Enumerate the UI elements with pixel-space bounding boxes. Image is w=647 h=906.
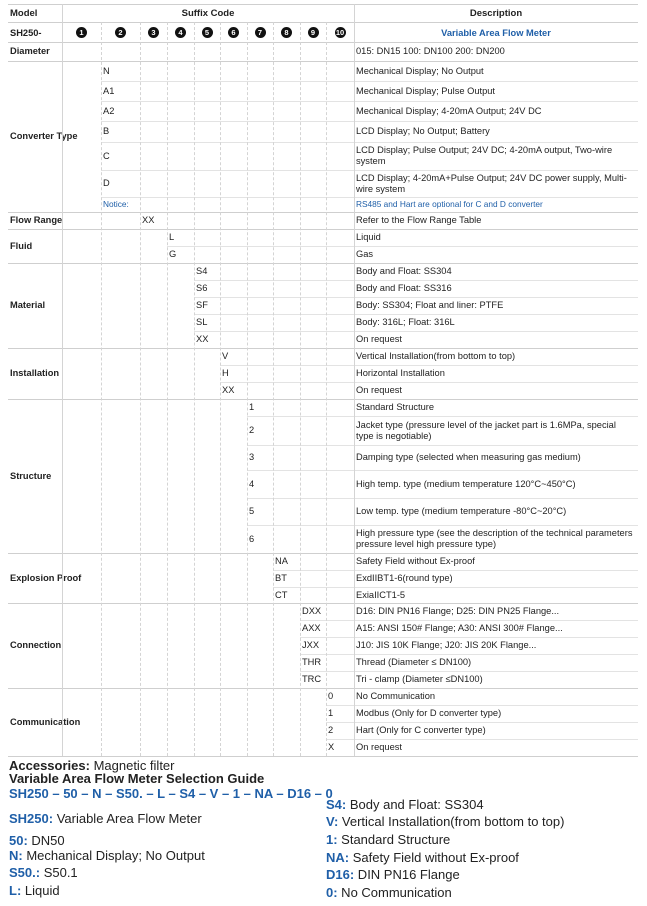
legend-value: No Communication [337, 885, 452, 900]
row-divider [101, 170, 638, 171]
group-divider [8, 61, 638, 62]
suffix-code-cell: 4 [249, 478, 255, 489]
group-divider [8, 399, 638, 400]
suffix-code-cell: Notice: [103, 199, 129, 209]
option-description: Modbus (Only for D converter type) [356, 708, 502, 718]
option-description: Tri - clamp (Diameter ≤DN100) [356, 674, 483, 684]
column-divider [354, 4, 355, 756]
option-description: Body and Float: SS316 [356, 283, 452, 293]
legend-value: S50.1 [40, 865, 78, 880]
group-label: Converter Type [10, 131, 78, 141]
suffix-position-10: 10 [335, 28, 345, 37]
model-description: Variable Area Flow Meter [441, 27, 551, 38]
legend-key: S50.: [9, 865, 41, 880]
row-divider [247, 416, 638, 417]
option-description: Safety Field without Ex-proof [356, 556, 475, 566]
legend-key: V: [326, 814, 339, 829]
legend-value: Body and Float: SS304 [346, 797, 484, 812]
suffix-code-cell: C [103, 150, 110, 161]
option-description: Vertical Installation(from bottom to top) [356, 351, 516, 361]
header-divider [8, 4, 638, 5]
row-divider [300, 637, 638, 638]
legend-line [326, 797, 484, 812]
suffix-code-cell: DXX [302, 606, 322, 616]
legend-key: SH250: [9, 811, 54, 826]
suffix-position-9: 9 [308, 27, 319, 38]
column-divider [300, 22, 301, 756]
option-description: On request [356, 385, 402, 395]
suffix-code-cell: AXX [302, 623, 321, 633]
legend-line [9, 883, 60, 898]
option-description: High temp. type (medium temperature 120°C~450°C) [356, 478, 576, 489]
option-description: Low temp. type (medium temperature -80°C~20°C) [356, 506, 567, 516]
option-description: Body: 316L; Float: 316L [356, 317, 455, 327]
row-divider [273, 570, 638, 571]
legend-value: Standard Structure [337, 832, 451, 847]
column-divider [220, 22, 221, 756]
option-description: RS485 and Hart are optional for C and D converter [356, 199, 543, 209]
option-description: Refer to the Flow Range Table [356, 215, 482, 225]
column-divider [326, 22, 327, 756]
column-divider [62, 4, 63, 756]
legend-line [9, 833, 65, 848]
legend-key: L: [9, 883, 22, 898]
suffix-code-cell: THR [302, 657, 322, 667]
suffix-code-cell: XX [196, 334, 209, 344]
suffix-code-cell: X [328, 742, 335, 752]
legend-line [326, 867, 460, 882]
group-label: Installation [10, 368, 60, 378]
group-divider [8, 553, 638, 554]
row-divider [300, 654, 638, 655]
suffix-code-cell: 1 [249, 402, 255, 412]
row-divider [247, 498, 638, 499]
row-divider [220, 365, 638, 366]
suffix-position-1: 1 [76, 27, 87, 38]
legend-value: Vertical Installation(from bottom to top) [338, 814, 565, 829]
column-divider [194, 22, 195, 756]
group-divider [8, 603, 638, 604]
suffix-code-cell: SF [196, 300, 208, 310]
option-description: ExdIIBT1-6(round type) [356, 573, 453, 583]
option-description: Mechanical Display; Pulse Output [356, 85, 496, 96]
group-label: Flow Range [10, 215, 63, 225]
row-divider [326, 739, 638, 740]
option-description: Jacket type (pressure level of the jacket part is 1.6MPa, special type is negotiable) [356, 419, 616, 441]
row-divider [101, 197, 638, 198]
header-divider [8, 22, 638, 23]
group-label: Diameter [10, 46, 50, 56]
legend-key: D16: [326, 867, 355, 882]
suffix-code-cell: 1 [328, 708, 334, 718]
selection-guide [0, 756, 647, 906]
model-code: SH250- [10, 27, 42, 38]
suffix-code-cell: BT [275, 573, 287, 583]
group-divider [8, 348, 638, 349]
suffix-code-cell: H [222, 368, 229, 378]
suffix-code-cell: 3 [249, 452, 255, 462]
suffix-code-cell: S6 [196, 283, 208, 293]
option-description: High pressure type (see the description of the technical parameters pressure level high pressure type) [356, 528, 633, 549]
option-description: Body: SS304; Float and liner: PTFE [356, 300, 504, 310]
example-code: SH250 – 50 – N – S50. – L – S4 – V – 1 – NA – D16 – 0 [9, 786, 333, 801]
suffix-code-cell: 5 [249, 506, 255, 516]
suffix-position-7: 7 [255, 27, 266, 38]
row-divider [194, 331, 638, 332]
suffix-code-cell: 6 [249, 533, 255, 544]
legend-line [326, 832, 450, 847]
description-header: Description [469, 7, 523, 19]
group-divider [8, 263, 638, 264]
row-divider [167, 246, 638, 247]
suffix-code-cell: TRC [302, 674, 322, 684]
option-description: A15: ANSI 150# Flange; A30: ANSI 300# Flange... [356, 623, 563, 633]
option-description: On request [356, 334, 402, 344]
option-description: Damping type (selected when measuring gas medium) [356, 452, 581, 462]
option-description: On request [356, 742, 402, 752]
suffix-position-5: 5 [202, 27, 213, 38]
row-divider [247, 525, 638, 526]
row-divider [194, 297, 638, 298]
suffix-code-cell: 2 [328, 725, 334, 735]
suffix-code-cell: B [103, 126, 110, 136]
option-description: Mechanical Display; 4-20mA Output; 24V DC [356, 105, 542, 116]
row-divider [326, 705, 638, 706]
group-divider [8, 688, 638, 689]
legend-value: DIN PN16 Flange [354, 867, 460, 882]
row-divider [300, 620, 638, 621]
group-divider [8, 229, 638, 230]
suffix-position-8: 8 [281, 27, 292, 38]
suffix-code-cell: XX [222, 385, 235, 395]
legend-key: S4: [326, 797, 347, 812]
group-divider [8, 212, 638, 213]
row-divider [101, 121, 638, 122]
legend-value: Mechanical Display; No Output [22, 848, 205, 863]
option-description: Mechanical Display; No Output [356, 65, 484, 76]
option-description: No Communication [356, 691, 436, 701]
group-label: Communication [10, 716, 81, 727]
column-divider [273, 22, 274, 756]
row-divider [326, 722, 638, 723]
row-divider [247, 445, 638, 446]
suffix-code-cell: N [103, 65, 110, 76]
suffix-code-header: Suffix Code [181, 7, 235, 19]
legend-line [9, 811, 202, 826]
option-description: ExiaIICT1-5 [356, 589, 406, 600]
row-divider [194, 314, 638, 315]
group-label: Structure [10, 470, 52, 481]
row-divider [101, 101, 638, 102]
row-divider [101, 81, 638, 82]
group-label: Fluid [10, 240, 33, 251]
suffix-code-cell: JXX [302, 640, 320, 650]
legend-line [326, 814, 564, 829]
legend-line [9, 848, 205, 863]
option-description: 015: DN15 100: DN100 200: DN200 [356, 46, 505, 56]
model-header: Model [10, 7, 38, 19]
suffix-code-cell: CT [275, 589, 288, 600]
suffix-position-2: 2 [115, 27, 126, 38]
legend-line [9, 865, 78, 880]
column-divider [247, 22, 248, 756]
legend-line [326, 885, 452, 900]
option-description: Thread (Diameter ≤ DN100) [356, 657, 472, 667]
suffix-code-cell: 0 [328, 691, 334, 701]
suffix-code-cell: XX [142, 215, 155, 225]
accessories-label: Accessories: [9, 758, 90, 773]
group-label: Explosion Proof [10, 572, 82, 583]
option-description: J10: JIS 10K Flange; J20: JIS 20K Flange... [356, 640, 537, 650]
row-divider [220, 382, 638, 383]
row-divider [273, 587, 638, 588]
suffix-code-cell: A1 [103, 85, 115, 96]
option-description: Horizontal Installation [356, 368, 445, 378]
suffix-code-cell: V [222, 351, 229, 361]
column-divider [101, 22, 102, 756]
legend-value: Liquid [21, 883, 60, 898]
legend-value: DN50 [27, 833, 65, 848]
suffix-code-cell: SL [196, 317, 208, 327]
option-description: Standard Structure [356, 402, 435, 412]
column-divider [167, 22, 168, 756]
suffix-position-6: 6 [228, 27, 239, 38]
option-description: Gas [356, 249, 374, 259]
row-divider [194, 280, 638, 281]
suffix-position-3: 3 [148, 27, 159, 38]
column-divider [140, 22, 141, 756]
option-description: Liquid [356, 232, 381, 242]
suffix-code-cell: L [169, 232, 175, 242]
row-divider [247, 470, 638, 471]
row-divider [300, 671, 638, 672]
option-description: LCD Display; No Output; Battery [356, 126, 490, 136]
option-description: Body and Float: SS304 [356, 266, 452, 276]
group-label: Material [10, 300, 46, 310]
accessories-value: Magnetic filter [89, 758, 175, 773]
option-description: Hart (Only for C converter type) [356, 725, 486, 735]
legend-line [326, 850, 519, 865]
group-label: Connection [10, 640, 62, 650]
legend-key: NA: [326, 850, 350, 865]
suffix-code-cell: S4 [196, 266, 208, 276]
legend-key: 1: [326, 832, 338, 847]
suffix-position-4: 4 [175, 27, 186, 38]
row-divider [101, 142, 638, 143]
suffix-code-cell: NA [275, 556, 288, 566]
guide-title: Variable Area Flow Meter Selection Guide [9, 771, 265, 786]
suffix-code-cell: 2 [249, 425, 255, 435]
legend-key: N: [9, 848, 23, 863]
header-divider [8, 42, 638, 43]
legend-value: Variable Area Flow Meter [53, 811, 202, 826]
option-description: LCD Display; Pulse Output; 24V DC; 4-20mA output, Two-wire system [356, 145, 613, 166]
legend-key: 0: [326, 885, 338, 900]
suffix-code-cell: G [169, 249, 177, 259]
suffix-code-cell: A2 [103, 105, 115, 116]
option-description: LCD Display; 4-20mA+Pulse Output; 24V DC power supply, Multi-wire system [356, 172, 627, 194]
legend-value: Safety Field without Ex-proof [349, 850, 519, 865]
suffix-code-cell: D [103, 178, 110, 188]
option-description: D16: DIN PN16 Flange; D25: DIN PN25 Flange... [356, 606, 560, 616]
legend-key: 50: [9, 833, 28, 848]
